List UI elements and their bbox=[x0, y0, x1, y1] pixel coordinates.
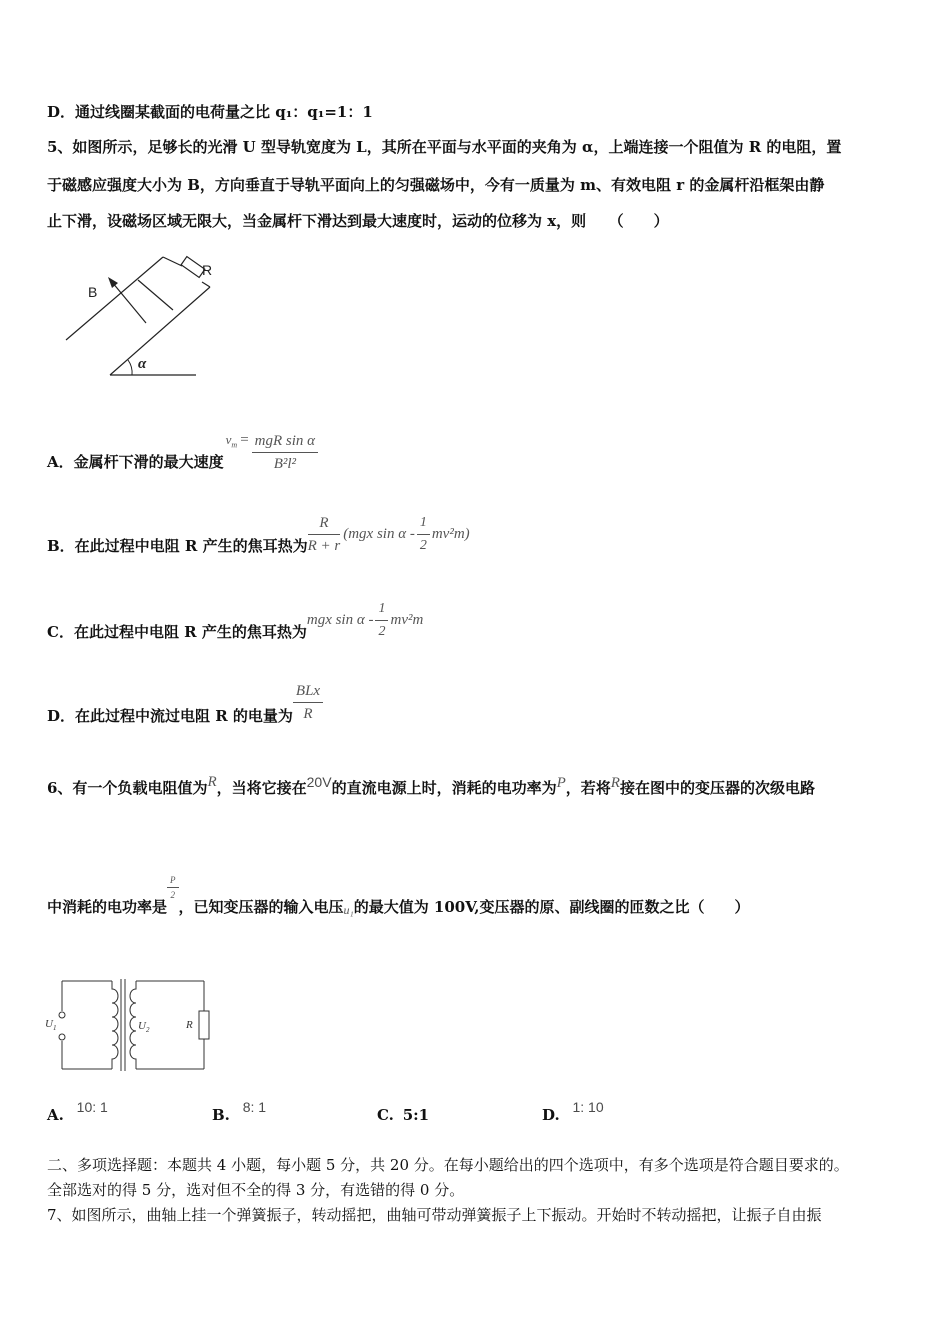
q5-option-a-text: A．金属杆下滑的最大速度 bbox=[47, 453, 224, 471]
choice-b-value: 8: 1 bbox=[242, 1099, 267, 1115]
load-resistor-icon bbox=[199, 1011, 209, 1039]
q5-option-d bbox=[47, 680, 323, 726]
q6-stem-line2: 中消耗的电功率是 $\frac{P}{2}$ ，已知变压器的输入电压u₁的最大值为 100V,变压器的原、副线圈的匝数之比（ ） bbox=[47, 875, 750, 917]
half-power-fraction: $\frac{P}{2}$ bbox=[167, 873, 179, 902]
vm-denominator: B²l² bbox=[273, 456, 297, 472]
equals-sign: = bbox=[240, 432, 249, 448]
section2-header-line2: 全部选对的得 5 分，选对但不全的得 3 分，有选错的得 0 分。 bbox=[47, 1181, 465, 1199]
q6-choice-b[interactable]: B. 8: 1 bbox=[212, 1099, 267, 1124]
q6-choice-c[interactable]: C. 5:1 bbox=[377, 1106, 430, 1124]
q5-option-b bbox=[47, 512, 470, 557]
heat-expr-start: (mgx sin α - bbox=[343, 526, 415, 542]
q5-option-a bbox=[47, 430, 318, 475]
terminal-icon bbox=[59, 1012, 65, 1018]
choice-a-value: 10: 1 bbox=[76, 1099, 108, 1115]
terminal-icon bbox=[59, 1034, 65, 1040]
label-b: B bbox=[88, 284, 98, 300]
q4-option-d: D．通过线圈某截面的电荷量之比 q₁：q₁=1：1 bbox=[47, 103, 373, 121]
rail-top-wire-2 bbox=[202, 282, 210, 287]
half-fraction: $\frac{1}{2}$ bbox=[417, 512, 430, 557]
symbol-p: P bbox=[556, 775, 566, 791]
arrowhead-icon bbox=[108, 277, 118, 288]
rail-upper-line bbox=[66, 257, 163, 340]
q6-choice-a[interactable]: A. 10: 1 bbox=[47, 1099, 108, 1124]
q5-incline-figure bbox=[60, 250, 213, 380]
vm-fraction bbox=[252, 430, 318, 475]
symbol-20v: 20V bbox=[306, 774, 332, 790]
half-fraction-c: $\frac{1}{2}$ bbox=[375, 598, 388, 643]
label-r-load: R bbox=[186, 1019, 193, 1031]
choice-c-value: 5:1 bbox=[402, 1106, 430, 1124]
section2-header-line1: 二、多项选择题：本题共 4 小题，每小题 5 分，共 20 分。在每小题给出的四个选项中，有多个选项是符合题目要求的。 bbox=[47, 1156, 849, 1174]
q5-stem-line1: 5、如图所示，足够长的光滑 U 型导轨宽度为 L，其所在平面与水平面的夹角为 α，上端连接一个阻值为 R 的电阻，置 bbox=[47, 138, 842, 156]
q6-choice-d[interactable]: D. 1: 10 bbox=[542, 1099, 604, 1124]
symbol-u1: u₁ bbox=[343, 903, 354, 917]
b-field-arrow-icon bbox=[112, 282, 146, 323]
q5-stem-line3: 止下滑，设磁场区域无限大，当金属杆下滑达到最大速度时，运动的位移为 x，则 （ ） bbox=[47, 212, 669, 230]
heat-expr-c: mgx sin α - bbox=[306, 612, 374, 628]
transformer-figure bbox=[42, 975, 217, 1075]
label-u1: $U_1$ bbox=[45, 1018, 57, 1032]
primary-coil-icon bbox=[112, 981, 118, 1069]
vm-lhs: $v_m$ bbox=[225, 432, 238, 450]
label-r: R bbox=[202, 262, 213, 278]
q7-stem-line1: 7、如图所示，曲轴上挂一个弹簧振子，转动摇把，曲轴可带动弹簧振子上下振动。开始时不转动摇把，让振子自由振 bbox=[47, 1206, 822, 1224]
rail-top-wire bbox=[163, 257, 182, 266]
q5-option-c bbox=[47, 598, 423, 643]
resistor-ratio-fraction: $\frac{R}{R + r}$ bbox=[308, 512, 341, 557]
angle-arc-icon bbox=[128, 360, 132, 375]
secondary-coil-icon bbox=[130, 981, 136, 1069]
heat-expr-end: mv²m) bbox=[431, 526, 470, 542]
symbol-r-2: R bbox=[610, 775, 620, 791]
label-alpha: α bbox=[138, 356, 147, 372]
rail-lower-line bbox=[110, 287, 210, 375]
symbol-r: R bbox=[207, 774, 217, 790]
q5-option-c-text: C．在此过程中电阻 R 产生的焦耳热为 bbox=[47, 623, 307, 641]
q5-option-b-text: B．在此过程中电阻 R 产生的焦耳热为 bbox=[47, 537, 308, 555]
heat-expr-c-tail: mv²m bbox=[390, 612, 424, 628]
vm-numerator: mgR sin α bbox=[252, 430, 318, 453]
choice-d-value: 1: 10 bbox=[572, 1099, 604, 1115]
label-u2: $U_2$ bbox=[138, 1020, 150, 1034]
metal-rod-line bbox=[138, 280, 173, 310]
charge-fraction: $\frac{\text{BLx}}{R}$ bbox=[293, 680, 323, 725]
q6-stem-line1: 6、有一个负载电阻值为R，当将它接在20V的直流电源上时，消耗的电功率为P，若将R接在图中的变压器的次级电路 bbox=[47, 774, 815, 797]
q5-option-d-text: D．在此过程中流过电阻 R 的电量为 bbox=[47, 707, 293, 725]
q5-stem-line2: 于磁感应强度大小为 B，方向垂直于导轨平面向上的匀强磁场中，今有一质量为 m、有效电阻 r 的金属杆沿框架由静 bbox=[47, 176, 825, 194]
